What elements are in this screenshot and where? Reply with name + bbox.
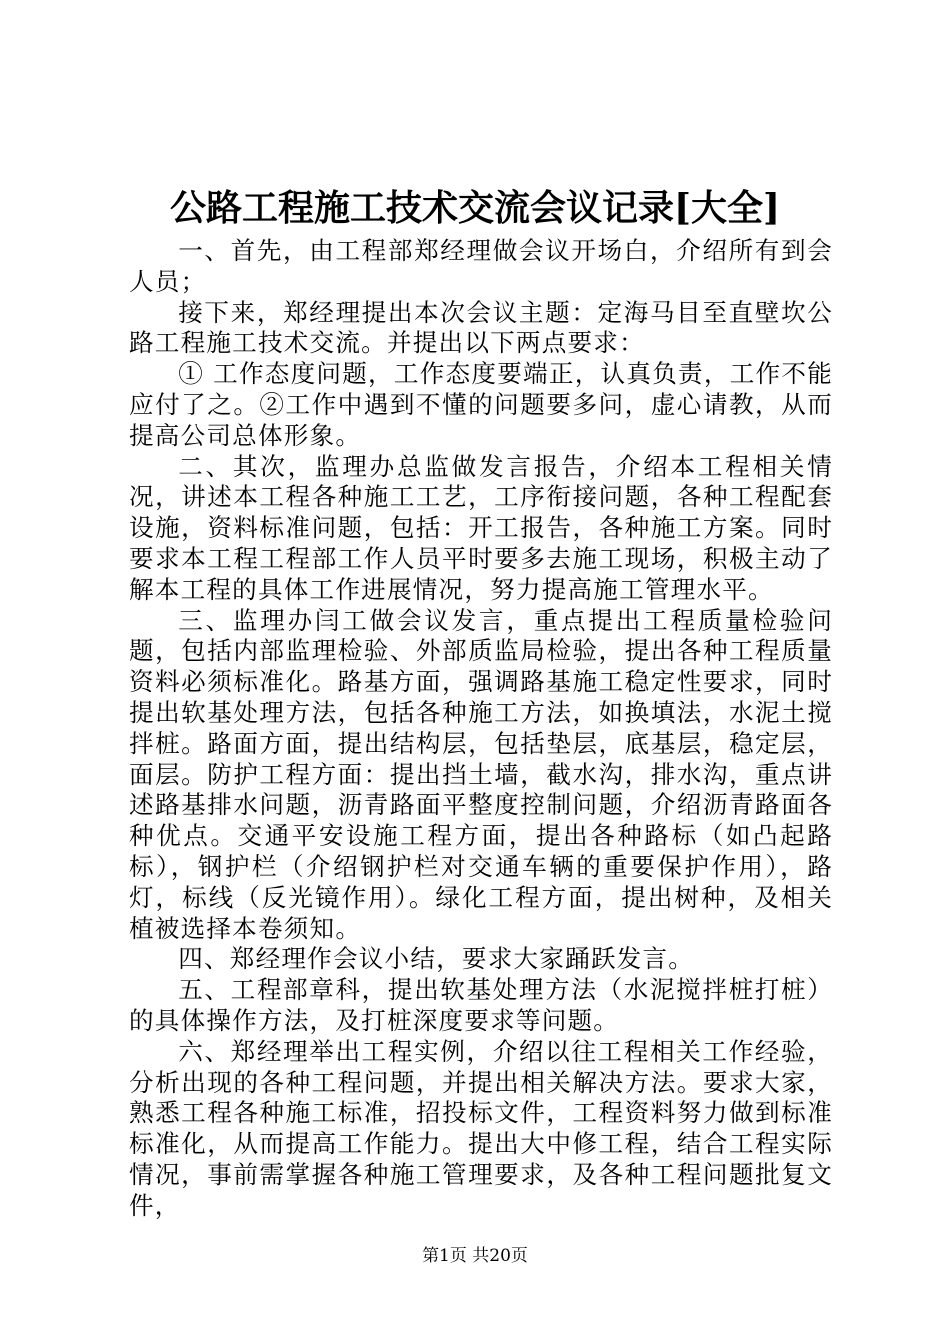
- paragraph-project-examples: 六、郑经理举出工程实例，介绍以往工程相关工作经验，分析出现的各种工程问题，并提出相关解决方法。要求大家，熟悉工程各种施工标准，招投标文件，工程资料努力做到标准标准化，从而提高工作能力。提出大中修工程，结合工程实际情况，事前需掌握各种施工管理要求，及各种工程问题批复文件，: [129, 1036, 833, 1220]
- document-body: [129, 236, 833, 1222]
- paragraph-requirements: ① 工作态度问题，工作态度要端正，认真负责，工作不能应付了之。②工作中遇到不懂的问题要多问，虚心请教，从而提高公司总体形象。: [129, 359, 833, 450]
- paragraph-soft-foundation: 五、工程部章科，提出软基处理方法（水泥搅拌桩打桩）的具体操作方法，及打桩深度要求等问题。: [129, 975, 833, 1035]
- paragraph-quality-inspection: 三、监理办闫工做会议发言，重点提出工程质量检验问题，包括内部监理检验、外部质监局检验，提出各种工程质量资料必须标准化。路基方面，强调路基施工稳定性要求，同时提出软基处理方法，包括各种施工方法，如换填法，水泥土搅拌桩。路面方面，提出结构层，包括垫层，底基层，稳定层，面层。防护工程方面：提出挡土墙，截水沟，排水沟，重点讲述路基排水问题，沥青路面平整度控制问题，介绍沥青路面各种优点。交通平安设施工程方面，提出各种路标（如凸起路标），钢护栏（介绍钢护栏对交通车辆的重要保护作用），路灯，标线（反光镜作用）。绿化工程方面，提出树种，及相关植被选择本卷须知。: [129, 605, 833, 943]
- paragraph-opening: 一、首先，由工程部郑经理做会议开场白，介绍所有到会人员；: [129, 236, 833, 296]
- paragraph-summary: 四、郑经理作会议小结，要求大家踊跃发言。: [178, 944, 695, 974]
- page-footer: 第1页 共20页: [422, 1246, 528, 1266]
- paragraph-meeting-theme: 接下来，郑经理提出本次会议主题：定海马目至直壁坎公路工程施工技术交流。并提出以下两点要求：: [129, 297, 833, 358]
- document-title: 公路工程施工技术交流会议记录[大全]: [169, 187, 781, 229]
- paragraph-supervisor-report: 二、其次，监理办总监做发言报告，介绍本工程相关情况，讲述本工程各种施工工艺，工序衔接问题，各种工程配套设施，资料标准问题，包括：开工报告，各种施工方案。同时要求本工程工程部工作人员平时要多去施工现场，积极主动了解本工程的具体工作进展情况，努力提高施工管理水平。: [129, 451, 833, 604]
